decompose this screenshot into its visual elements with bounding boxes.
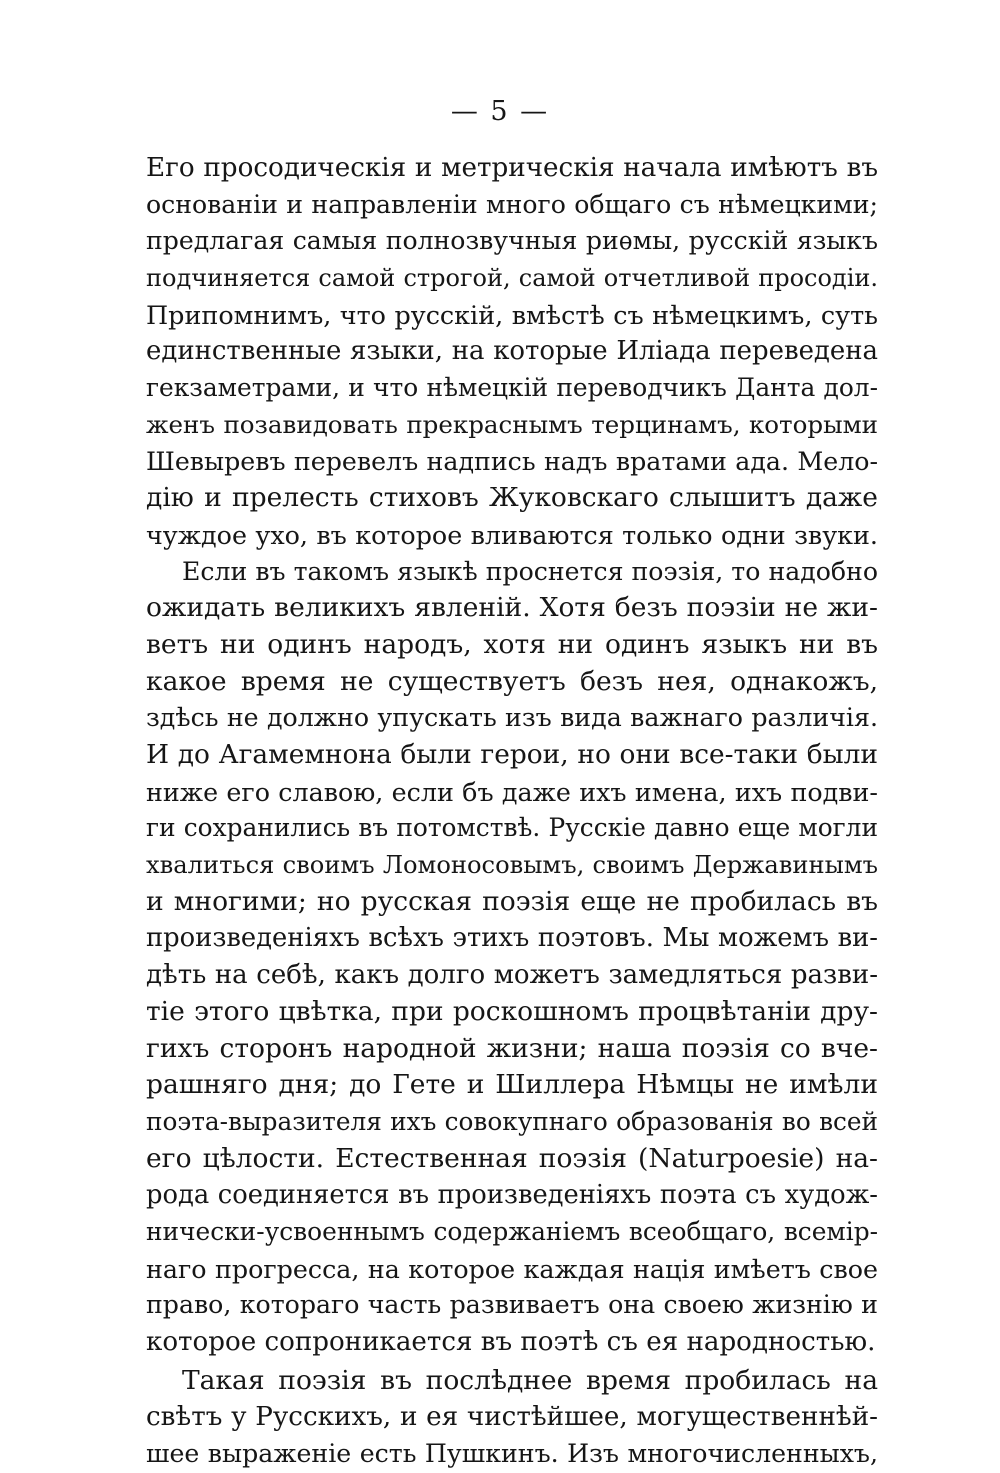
text-line: тіе этого цвѣтка, при роскошномъ процвѣтаніи дру- [146, 995, 878, 1027]
text-line: его цѣлости. Естественная поэзія (Naturpoesie) на- [146, 1142, 878, 1174]
text-line: ветъ ни одинъ народъ, хотя ни одинъ языкъ ни въ [146, 628, 878, 660]
text-line: предлагая самыя полнозвучныя риѳмы, русскій языкъ [146, 226, 878, 256]
text-line: шее выраженіе есть Пушкинъ. Изъ многочисленныхъ, [146, 1439, 878, 1469]
text-line: единственные языки, на которые Иліада переведена [146, 336, 878, 367]
text-line: подчиняется самой строгой, самой отчетливой просодіи. [146, 264, 878, 293]
text-line: женъ позавидовать прекраснымъ терцинамъ, которыми [146, 409, 878, 439]
text-line: Припомнимъ, что русскій, вмѣстѣ съ нѣмецкимъ, суть [146, 299, 878, 330]
text-line: нически-усвоеннымъ содержаніемъ всеобщаго, всемір- [146, 1216, 878, 1246]
text-line: дѣть на себѣ, какъ долго можетъ замедляться разви- [146, 960, 878, 991]
text-line: и многими; но русская поэзія еще не пробилась въ [146, 885, 878, 917]
text-line: ниже его славою, если бъ даже ихъ имена, ихъ подви- [146, 776, 878, 807]
text-line: дію и прелесть стиховъ Жуковскаго слышитъ даже [146, 482, 878, 514]
text-line: рода соединяется въ произведеніяхъ поэта съ худож- [146, 1180, 878, 1211]
text-line: гекзаметрами, и что нѣмецкій переводчикъ Данта дол- [146, 373, 878, 403]
page-number: — 5 — [450, 96, 550, 127]
text-line: право, котораго часть развиваетъ она своею жизнію и [146, 1290, 878, 1320]
text-line: Шевыревъ перевелъ надпись надъ вратами ада. Мело- [146, 446, 878, 476]
body-text [146, 150, 878, 1473]
text-line: рашняго дня; до Гете и Шиллера Нѣмцы не имѣли [146, 1069, 878, 1101]
text-line: какое время не существуетъ безъ нея, однакожъ, [146, 665, 878, 697]
text-line: свѣтъ у Русскихъ, и ея чистѣйшее, могущественнѣй- [146, 1402, 878, 1433]
text-line: произведеніяхъ всѣхъ этихъ поэтовъ. Мы можемъ ви- [146, 923, 878, 954]
text-line: основаніи и направленіи много общаго съ нѣмецкими; [146, 189, 878, 219]
text-line: Такая поэзія въ послѣднее время пробилась на [182, 1364, 878, 1396]
text-line: здѣсь не должно упускать изъ вида важнаго различія. [146, 703, 878, 733]
text-line: Если въ такомъ языкѣ проснется поэзія, то надобно [182, 556, 878, 586]
text-line: гихъ сторонъ народной жизни; наша поэзія со вче- [146, 1032, 878, 1064]
text-line: которое сопроникается въ поэтѣ съ ея народностью. [146, 1327, 876, 1357]
text-line: наго прогресса, на которое каждая нація имѣетъ свое [146, 1253, 878, 1284]
paragraph-1 [146, 150, 878, 554]
text-line: хвалиться своимъ Ломоносовымъ, своимъ Державинымъ [146, 851, 878, 880]
text-line: ожидать великихъ явленій. Хотя безъ поэзіи не жи- [146, 592, 878, 624]
text-line: поэта-выразителя ихъ совокупнаго образованія во всей [146, 1106, 878, 1136]
text-line: И до Агамемнона были герои, но они все-таки были [146, 739, 878, 770]
text-line: Его просодическія и метрическія начала имѣютъ въ [146, 153, 878, 183]
text-line: чуждое ухо, въ которое вливаются только одни звуки. [146, 519, 878, 550]
text-line: ги сохранились въ потомствѣ. Русскіе давно еще могли [146, 813, 878, 843]
paragraph-2 [146, 554, 878, 1361]
